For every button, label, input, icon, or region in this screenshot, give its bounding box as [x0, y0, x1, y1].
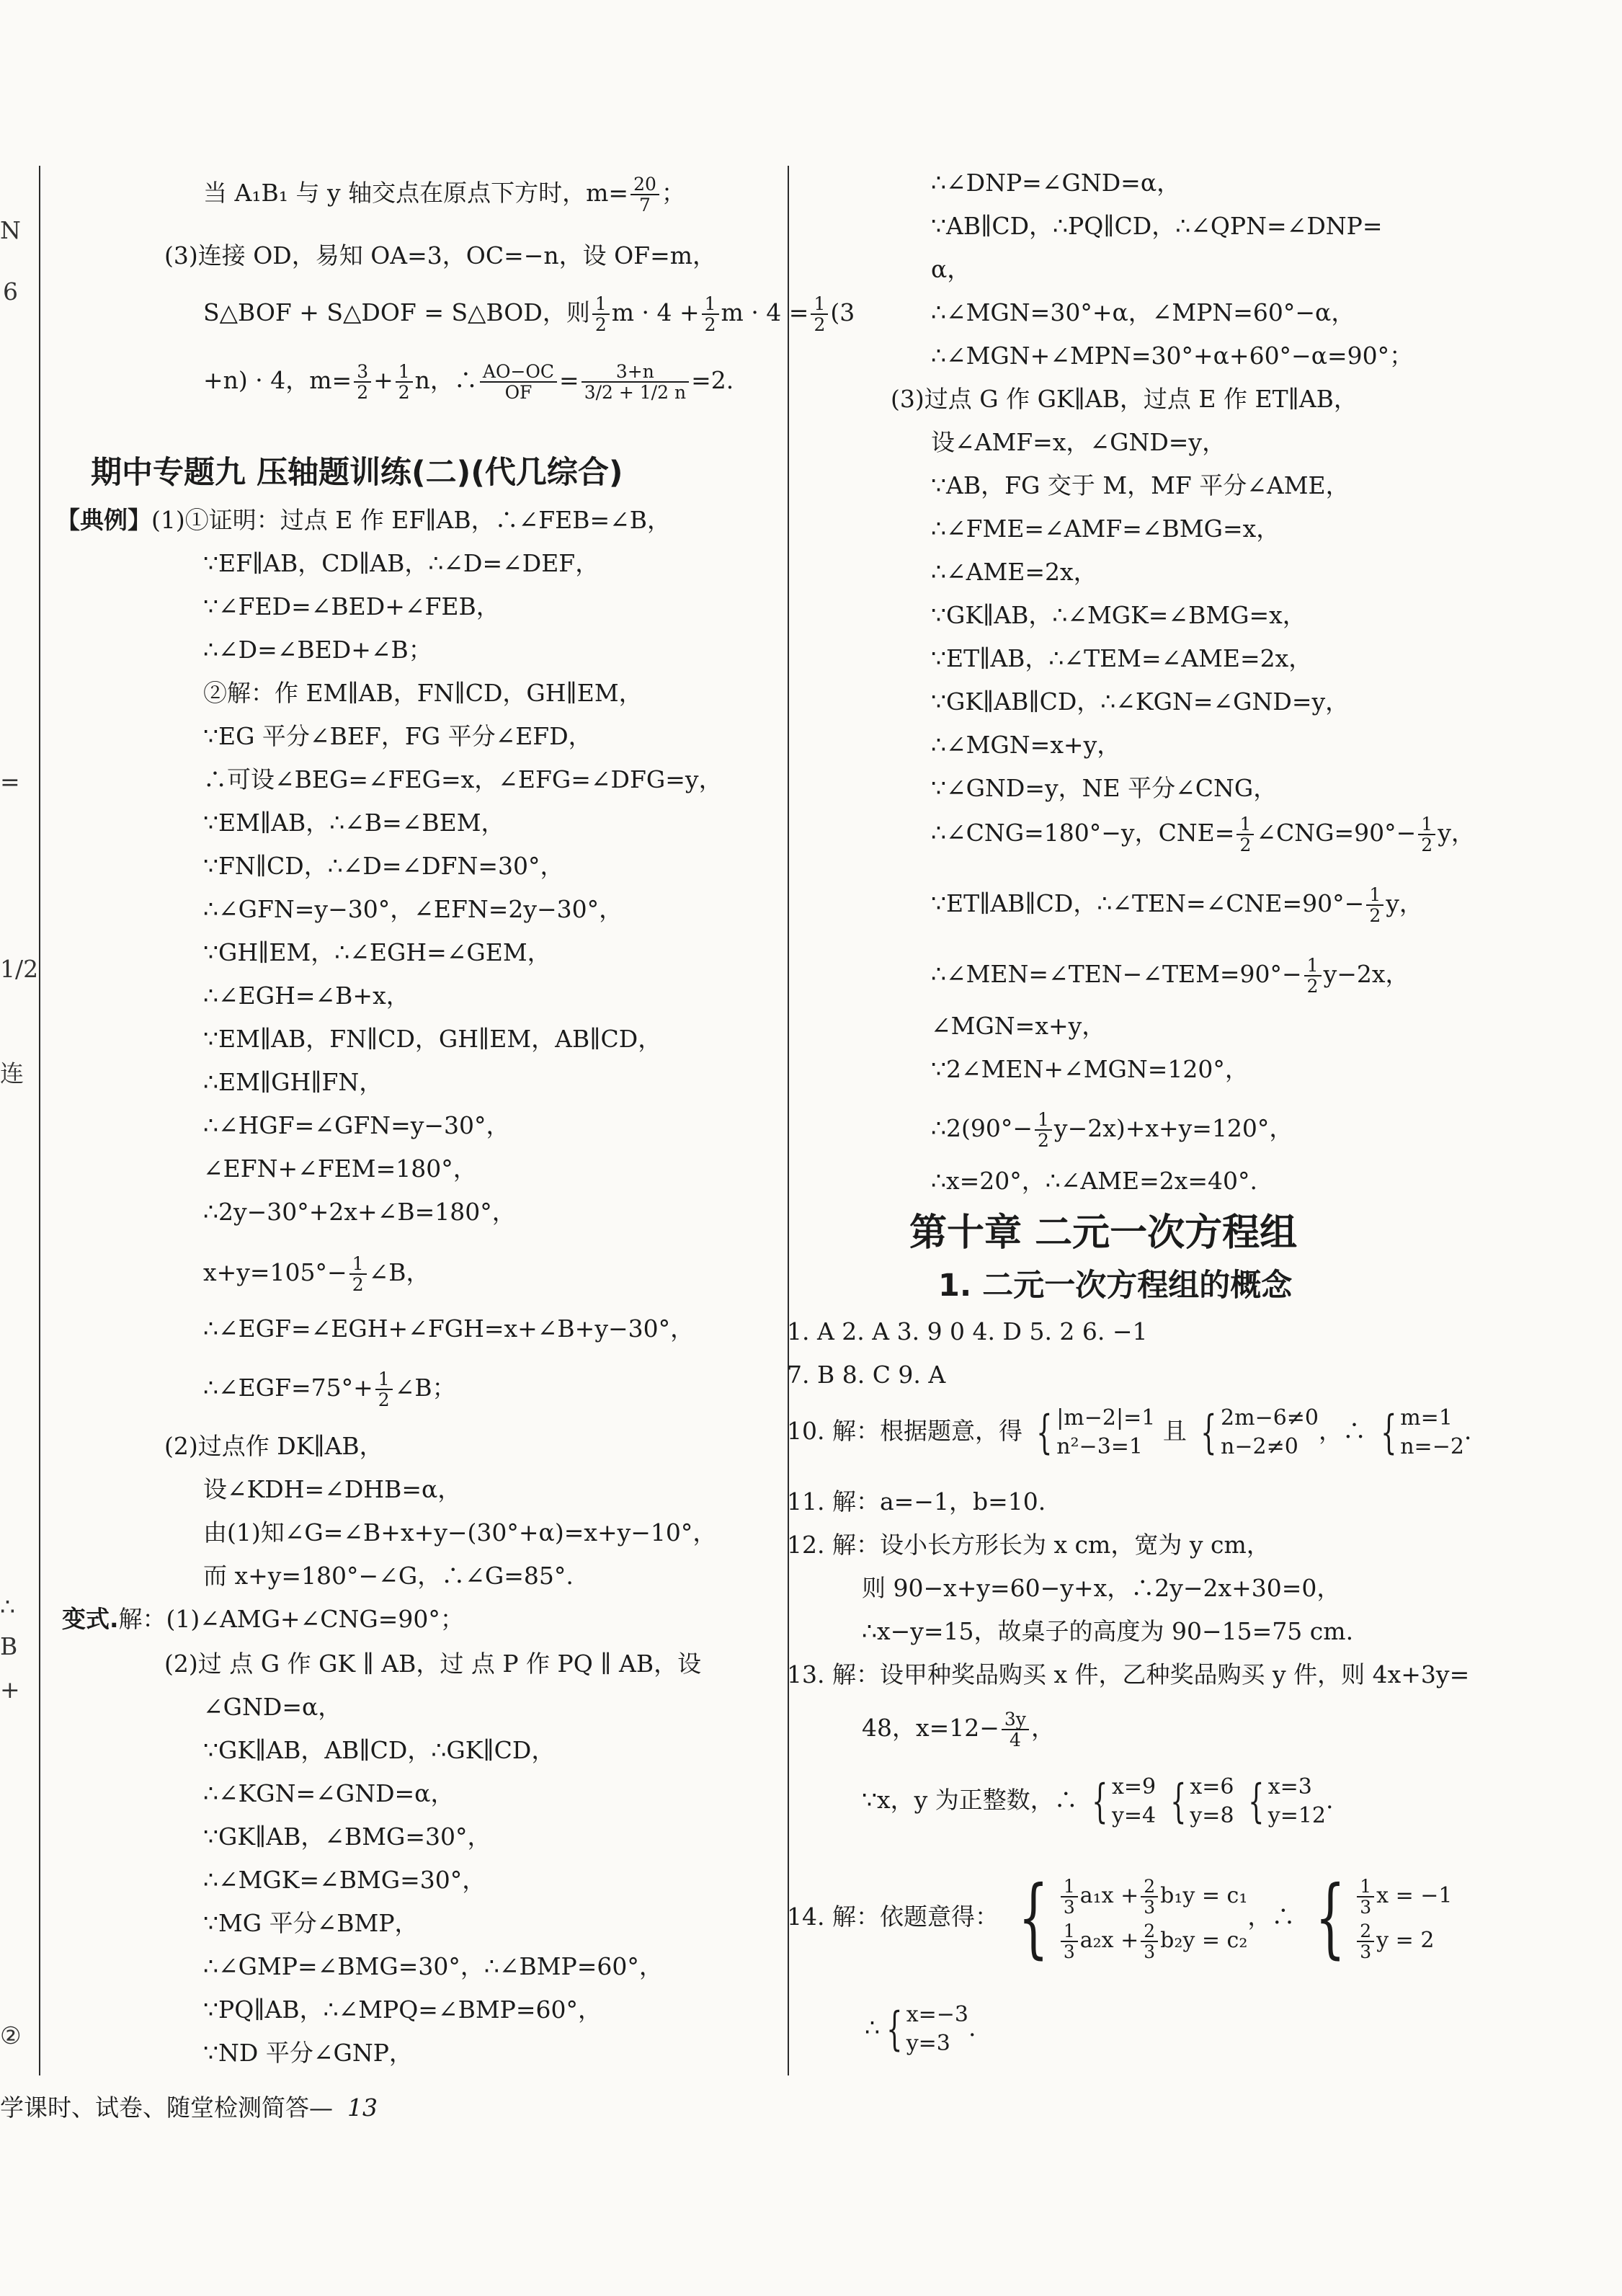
edge-mark: N — [0, 216, 21, 244]
page-number: 13 — [347, 2093, 378, 2122]
text-line: x+y=105°− $\frac{1}{2}$ ∠B， — [203, 1253, 430, 1295]
text-line: (3)连接 OD，易知 OA=3，OC=−n，设 OF=m， — [164, 241, 717, 270]
text-line: ∵AB，FG 交于 M，MF 平分∠AME， — [931, 471, 1350, 499]
chapter-title: 第十章 二元一次方程组 — [909, 1211, 1298, 1255]
page-footer — [0, 2092, 378, 2124]
text-line: ∠EFN+∠FEM=180°， — [203, 1154, 477, 1183]
answer-line: ∴ { x=−3 y=3 . — [865, 2002, 976, 2056]
text-line: ∠GND=α， — [203, 1693, 342, 1721]
text-line: ∴∠KGN=∠GND=α， — [203, 1779, 455, 1807]
section-heading: 期中专题九 压轴题训练(二)(代几综合) — [91, 455, 623, 491]
edge-mark: B — [0, 1632, 18, 1660]
text-line: ∵EM∥AB，FN∥CD，GH∥EM，AB∥CD， — [203, 1025, 662, 1053]
text-line: ∴2(90°− $\frac{1}{2}$ y−2x)+x+y=120°， — [931, 1109, 1293, 1151]
answer-line: ∴x−y=15，故桌子的高度为 90−15=75 cm. — [862, 1617, 1354, 1645]
text-line: ∴x=20°，∴∠AME=2x=40°. — [931, 1167, 1257, 1195]
edge-mark: 连 — [0, 1059, 24, 1087]
text-line: ∵∠FED=∠BED+∠FEB， — [203, 592, 500, 620]
text-line: ∵GK∥AB，∠BMG=30°， — [203, 1823, 491, 1851]
edge-mark: ∴ — [0, 1593, 15, 1621]
text-line: ∴∠CNG=180°−y，CNE= $\frac{1}{2}$ ∠CNG=90°− $\frac{1}{2}$ y， — [931, 814, 1475, 855]
text-line: ∵∠GND=y，NE 平分∠CNG， — [931, 774, 1278, 802]
edge-mark: 6 — [3, 277, 18, 306]
answer-line: 11. 解：a=−1，b=10. — [787, 1487, 1046, 1516]
answer-line: 1. A 2. A 3. 9 0 4. D 5. 2 6. −1 — [787, 1317, 1148, 1345]
text-line: +n) · 4，m= $\frac{3}{2}$ + $\frac{1}{2}$ n，∴ $\frac{AO-OC}{OF}$ = $\frac{3+n}{3/2 + 1/2 n}$ =2. — [203, 361, 734, 403]
section-title: 1. 二元一次方程组的概念 — [938, 1268, 1293, 1304]
text-line: ∵EM∥AB，∴∠B=∠BEM， — [203, 809, 505, 837]
text-line: ∵EF∥AB，CD∥AB，∴∠D=∠DEF， — [203, 549, 600, 577]
text-line: ∵ET∥AB，∴∠TEM=∠AME=2x， — [931, 644, 1313, 672]
example-tag: 【典例】 — [56, 506, 151, 534]
text-line: ∴∠EGH=∠B+x， — [203, 982, 410, 1010]
text-line: ∵MG 平分∠BMP， — [203, 1909, 419, 1937]
text-line: ∵GK∥AB，AB∥CD，∴GK∥CD， — [203, 1736, 556, 1764]
text-line: (2)过点作 DK∥AB， — [164, 1432, 383, 1460]
text-line: 当 A₁B₁ 与 y 轴交点在原点下方时，m= $\frac{20}{7}$ ； — [203, 174, 685, 215]
text-line: ∴∠MEN=∠TEN−∠TEM=90°− $\frac{1}{2}$ y−2x， — [931, 955, 1409, 997]
text-line: ∴∠DNP=∠GND=α， — [931, 169, 1181, 197]
text-line: ∴∠GMP=∠BMG=30°，∴∠BMP=60°， — [203, 1952, 663, 1980]
text-line: 【典例】(1)①证明：过点 E 作 EF∥AB，∴∠FEB=∠B， — [56, 506, 672, 534]
text-line: ∴∠MGN+∠MPN=30°+α+60°−α=90°； — [931, 342, 1414, 370]
text-line: (2)过 点 G 作 GK ∥ AB，过 点 P 作 PQ ∥ AB，设 — [164, 1650, 702, 1678]
edge-mark: ② — [0, 2021, 22, 2050]
text-line: ∵ND 平分∠GNP， — [203, 2039, 413, 2067]
text-line: (3)过点 G 作 GK∥AB，过点 E 作 ET∥AB， — [891, 385, 1358, 413]
edge-mark: 1/2 — [0, 955, 39, 983]
text-line: ∴∠EGF=∠EGH+∠FGH=x+∠B+y−30°， — [203, 1314, 695, 1343]
text-line: 变式.解：(1)∠AMG+∠CNG=90°； — [62, 1605, 464, 1633]
answer-line: ∵x，y 为正整数，∴ { x=9 y=4 { x=6 y=8 { x=3 y=12 . — [862, 1774, 1334, 1828]
text-line: ∠MGN=x+y， — [931, 1012, 1106, 1040]
text-line: ∵GK∥AB，∴∠MGK=∠BMG=x， — [931, 601, 1306, 629]
answer-line: 13. 解：设甲种奖品购买 x 件，乙种奖品购买 y 件，则 4x+3y= — [787, 1660, 1470, 1688]
text-line: ∵FN∥CD，∴∠D=∠DFN=30°， — [203, 852, 564, 880]
text-line: ∵ET∥AB∥CD，∴∠TEN=∠CNE=90°− $\frac{1}{2}$ y， — [931, 884, 1423, 926]
text-line: ∴∠MGN=x+y， — [931, 731, 1121, 759]
text-line: ∴∠HGF=∠GFN=y−30°， — [203, 1111, 510, 1139]
edge-mark: = — [0, 767, 20, 796]
answer-line: 14. 解：依题意得： { $\frac{1}{3}$ a₁x + $\frac{2}{3}$ b₁y = c₁ $\frac{1}{3}$ a₂x + $\frac{2}{3}$ b₂y = c₂ ，∴ { $\frac{1}{3}$ x = −1 $\frac{2}{3}$ y = 2 — [787, 1868, 1453, 1968]
answer-line: 7. B 8. C 9. A — [787, 1361, 946, 1389]
text-line: ∵EG 平分∠BEF，FG 平分∠EFD， — [203, 722, 592, 750]
variant-tag: 变式. — [62, 1605, 119, 1633]
answer-line: 12. 解：设小长方形长为 x cm，宽为 y cm， — [787, 1531, 1270, 1559]
text-line: ∴∠D=∠BED+∠B； — [203, 636, 432, 664]
text-line: ∴∠EGF=75°+ $\frac{1}{2}$ ∠B； — [203, 1369, 456, 1410]
text-line: ∵GK∥AB∥CD，∴∠KGN=∠GND=y， — [931, 688, 1350, 716]
text-line: 设∠KDH=∠DHB=α， — [203, 1475, 462, 1503]
answer-line: 48，x=12− $\frac{3y}{4}$ ， — [862, 1709, 1055, 1750]
column-rule-middle — [788, 166, 789, 2075]
edge-mark: + — [0, 1676, 20, 1704]
text-line: 设∠AMF=x，∠GND=y， — [931, 428, 1226, 456]
text-line: ∵2∠MEN+∠MGN=120°， — [931, 1055, 1249, 1083]
text-line: ∴EM∥GH∥FN， — [203, 1068, 383, 1096]
answer-line: 则 90−x+y=60−y+x，∴2y−2x+30=0， — [862, 1574, 1341, 1602]
text-line: ∴∠MGN=30°+α，∠MPN=60°−α， — [931, 298, 1355, 326]
text-line: S△BOF + S△DOF = S△BOD，则 $\frac{1}{2}$ m · 4 + $\frac{1}{2}$ m · 4 = $\frac{1}{2}$ (3 — [203, 293, 855, 335]
footer-text: 学课时、试卷、随堂检测简答— — [0, 2093, 333, 2122]
column-rule-left — [39, 166, 40, 2075]
text-line: ∵PQ∥AB，∴∠MPQ=∠BMP=60°， — [203, 1995, 602, 2024]
answer-line: 10. 解：根据题意，得 { |m−2|=1 n²−3=1 且 { 2m−6≠0 n−2≠0 ，∴ { m=1 n=−2 . — [787, 1405, 1472, 1459]
text-line: α， — [931, 255, 971, 283]
text-line: ②解：作 EM∥AB，FN∥CD，GH∥EM， — [203, 679, 643, 707]
text-line: ∴∠GFN=y−30°，∠EFN=2y−30°， — [203, 895, 623, 923]
text-line: ∴∠AME=2x， — [931, 558, 1097, 586]
text-line: ∴∠FME=∠AMF=∠BMG=x， — [931, 515, 1280, 543]
text-line: 由(1)知∠G=∠B+x+y−(30°+α)=x+y−10°， — [203, 1518, 717, 1547]
text-line: ∵GH∥EM，∴∠EGH=∠GEM， — [203, 938, 551, 966]
text-line: ∵AB∥CD，∴PQ∥CD，∴∠QPN=∠DNP= — [931, 212, 1383, 240]
text-line: ∴∠MGK=∠BMG=30°， — [203, 1866, 486, 1894]
text-line: ∴可设∠BEG=∠FEG=x，∠EFG=∠DFG=y， — [203, 765, 723, 793]
text-line: 而 x+y=180°−∠G，∴∠G=85°. — [203, 1562, 574, 1590]
text-line: ∴2y−30°+2x+∠B=180°， — [203, 1198, 516, 1226]
